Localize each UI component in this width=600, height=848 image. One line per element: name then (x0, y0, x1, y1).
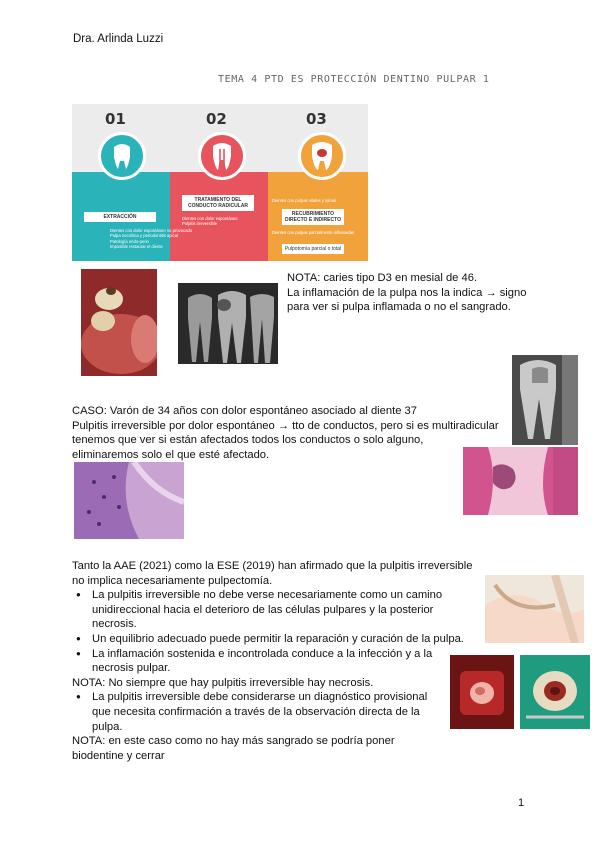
step-sublabel-3: Pulpotomía parcial o total (282, 244, 344, 254)
aae-ese-statement (72, 559, 482, 763)
bullet-text: Dientes con dolor espontáneo no provocado (110, 228, 193, 233)
text-line: CASO: Varón de 34 años con dolor espontáneo asociado al diente 37 (72, 405, 417, 417)
bullet-text: Imposible restaurar el diente (110, 244, 163, 250)
step-label-3: RECUBRIMIENTO DIRECTO E INDIRECTO (282, 209, 344, 225)
text-line: Tanto la AAE (2021) como la ESE (2019) han afirmado que la pulpitis irreversible (72, 560, 473, 572)
text-line: La inflamación de la pulpa nos la indica → signo (287, 286, 527, 299)
text-line: NOTA: caries tipo D3 en mesial de 46. (287, 272, 478, 284)
root-canal-tooth-icon (198, 132, 246, 180)
text-line: ● La pulpitis irreversible no debe verse necesariamente como un camino (92, 589, 443, 602)
text-line: unidireccional hacia el deterioro de las células pulpares y la posterior (92, 603, 434, 616)
bullet-text: Patología endo-perio (110, 238, 149, 244)
text-line: tenemos que ver si están afectados todos los conductos o solo alguno, (72, 434, 424, 447)
text-line: NOTA: en este caso como no hay más sangrado se podría poner (72, 735, 395, 748)
text-line: necrosis. (92, 618, 137, 631)
text-line: biodentine y cerrar (72, 749, 165, 762)
radiograph-46 (178, 283, 278, 364)
clinical-photo-mouth (81, 269, 157, 376)
note-biodentine (72, 734, 482, 763)
step-label-2: TRATAMIENTO DEL CONDUCTO RADICULAR (182, 195, 254, 211)
note-caries-d3 (287, 271, 526, 315)
text-line: pulpa. (92, 720, 123, 733)
text-line: para ver si pulpa inflamada o no el sangrado. (287, 301, 511, 314)
text-line: necrosis pulpar. (92, 662, 171, 675)
treatment-infographic (72, 104, 368, 261)
text-line: no implica necesariamente pulpectomía. (72, 574, 273, 587)
bullet-text: Pulpa necrótica y periodontitis apical (110, 233, 178, 239)
list-item (72, 588, 482, 632)
bullet-text: Dientes con pulpas vitales y sanas (272, 198, 337, 203)
radiograph-37 (512, 355, 578, 445)
histology-dentin-bridge (485, 575, 584, 643)
step-number-2: 02 (206, 110, 227, 128)
bullet-text: Dientes con pulpas parcialmente inflamadas (272, 230, 355, 235)
step-bullets-2 (182, 216, 238, 227)
note-no-necrosis: NOTA: No siempre que hay pulpitis irreversible hay necrosis. (72, 676, 374, 689)
step-bullets-1 (110, 228, 192, 250)
histology-pulp-image (463, 447, 578, 515)
step-bullets-3b (272, 230, 354, 235)
list-item (72, 632, 482, 647)
pulpitis-bullet-list (72, 588, 482, 676)
step-number-1: 01 (105, 110, 126, 128)
step-label-1: EXTRACCIÓN (84, 212, 156, 222)
extraction-tooth-icon (98, 132, 146, 180)
pulp-capping-tooth-icon (298, 132, 346, 180)
clinical-photo-exposed-pulp (450, 655, 514, 729)
page-title: TEMA 4 PTD ES PROTECCIÓN DENTINO PULPAR 1 (218, 74, 490, 85)
text-line: ● La inflamación sostenida e incontrolada conduce a la infección y a la (92, 647, 433, 660)
step-bullets-3a (272, 198, 336, 203)
list-item (72, 647, 482, 676)
histology-inflamed-pulp (74, 462, 184, 539)
page-number: 1 (518, 797, 525, 809)
text-line: ● La pulpitis irreversible debe considerarse un diagnóstico provisional (92, 691, 428, 704)
text-line: eliminaremos solo el que esté afectado. (72, 448, 270, 461)
bullet-text: Dientes con dolor espontáneo (182, 216, 238, 221)
author-name: Dra. Arlinda Luzzi (73, 33, 164, 45)
clinical-photo-rubber-dam (520, 655, 590, 729)
text-line: que necesita confirmación a través de la observación directa de la (92, 705, 420, 718)
text-line: ● Un equilibrio adecuado puede permitir la reparación y curación de la pulpa. (92, 632, 464, 645)
diagnosis-bullet-list (72, 690, 482, 734)
step-number-3: 03 (306, 110, 327, 128)
bullet-text: Pulpitis irreversible (182, 221, 218, 227)
text-line: Pulpitis irreversible por dolor espontáneo → tto de conductos, pero si es multiradicular (72, 419, 499, 432)
list-item (72, 690, 482, 734)
case-description (72, 404, 499, 462)
